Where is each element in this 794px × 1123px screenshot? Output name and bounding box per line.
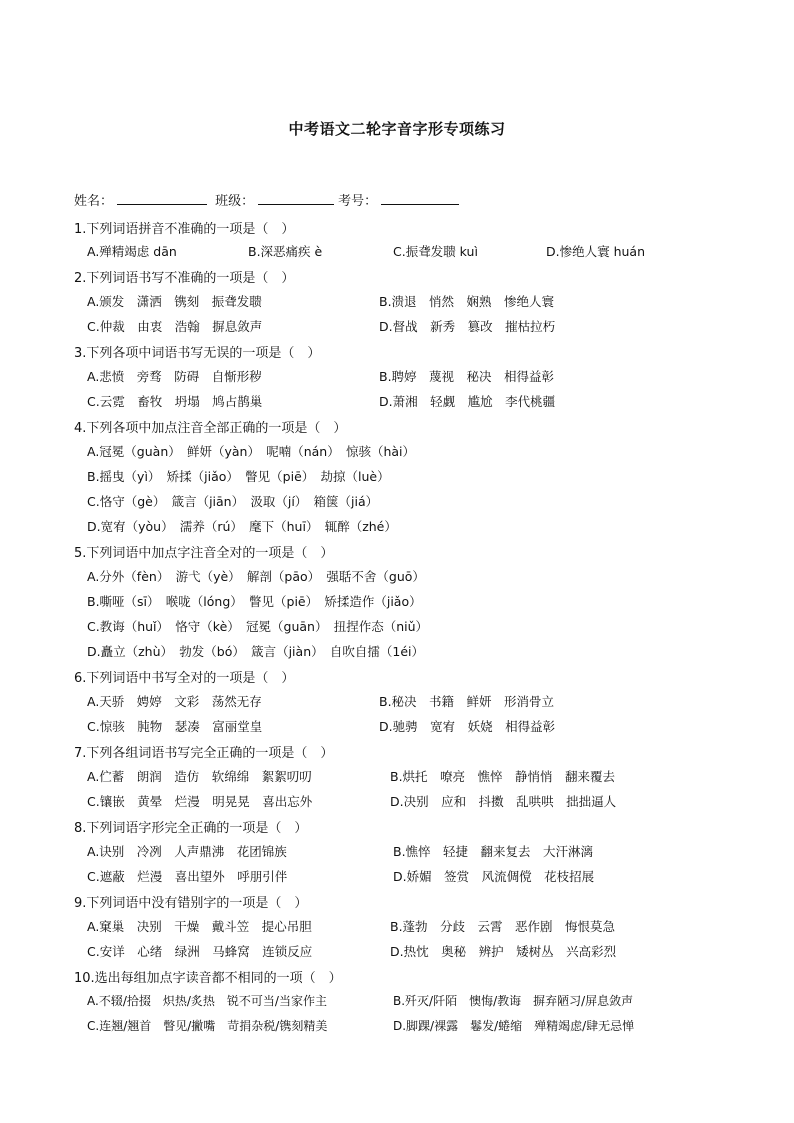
- question-1-option-b: B.深恶痛疾 è: [248, 244, 323, 259]
- question-7-option-d: D.决别 应和 抖擞 乱哄哄 拙拙逼人: [390, 794, 617, 809]
- question-6-option-b: B.秘决 书籍 鲜妍 形消骨立: [379, 694, 555, 709]
- question-9-stem: 9.下列词语中没有错别字的一项是（ ）: [74, 896, 308, 911]
- question-7-stem: 7.下列各组词语书写完全正确的一项是（ ）: [74, 746, 334, 761]
- question-6-option-c: C.惊骇 肫物 瑟凑 富丽堂皇: [87, 719, 263, 734]
- question-7-option-b: B.烘托 嘹亮 憔悴 静悄悄 翻来覆去: [390, 769, 616, 784]
- question-1-option-a: A.殚精竭虑 dān: [87, 244, 177, 259]
- name-label: 姓名：: [74, 194, 114, 209]
- question-4-option-d: D.宽宥（yòu） 濡养（rú） 麾下（huī） 辄醉（zhé）: [87, 519, 397, 534]
- question-10-option-c: C.连翘/翘首 瞥见/撇嘴 苛捐杂税/镌刻精美: [87, 1019, 328, 1033]
- question-5-option-d: D.矗立（zhù） 勃发（bó） 箴言（jiàn） 自吹自擂（1éi）: [87, 644, 424, 659]
- question-5-option-b: B.嘶哑（sī） 喉咙（lóng） 瞥见（piē） 矫揉造作（jiǎo）: [87, 594, 422, 609]
- question-6-option-d: D.驰骋 宽宥 妖娆 相得益彰: [379, 719, 556, 734]
- question-5-option-c: C.教诲（huǐ） 恪守（kè） 冠冕（guān） 扭捏作态（niǔ）: [87, 619, 429, 634]
- question-10-option-a: A.不辍/拾掇 炽热/炙热 锐不可当/当家作主: [87, 994, 327, 1008]
- question-4-option-a: A.冠冕（guàn） 鲜妍（yàn） 呢喃（nán） 惊骇（hài）: [87, 444, 416, 459]
- page-title: 中考语文二轮字音字形专项练习: [288, 120, 506, 138]
- question-2-option-a: A.颁发 潇洒 镌刻 振聋发聩: [87, 294, 262, 309]
- question-10-option-d: D.脚踝/裸露 鬈发/蜷缩 殚精竭虑/肆无忌惮: [393, 1019, 635, 1033]
- question-9-option-c: C.安详 心绪 绿洲 马蜂窝 连锁反应: [87, 944, 313, 959]
- question-9-option-a: A.窠巢 决别 干燥 戴斗笠 提心吊胆: [87, 919, 312, 934]
- question-1-option-c: C.振聋发聩 kuì: [393, 244, 478, 259]
- question-5-option-a: A.分外（fèn） 游弋（yè） 解剖（pāo） 强聒不舍（guō）: [87, 569, 425, 584]
- question-1-stem: 1.下列词语拼音不准确的一项是（ ）: [74, 222, 295, 237]
- number-label: 考号：: [338, 194, 378, 209]
- class-label: 班级：: [215, 194, 255, 209]
- question-9-option-d: D.热忱 奥秘 辨护 矮树丛 兴高彩烈: [390, 944, 617, 959]
- question-4-stem: 4.下列各项中加点注音全部正确的一项是（ ）: [74, 421, 347, 436]
- question-6-option-a: A.天骄 娉婷 文彩 荡然无存: [87, 694, 262, 709]
- question-7-option-c: C.镶嵌 黄晕 烂漫 明晃晃 喜出忘外: [87, 794, 313, 809]
- question-10-stem: 10.选出每组加点字读音都不相同的一项（ ）: [74, 971, 342, 986]
- question-8-option-a: A.诀别 冷冽 人声鼎沸 花团锦族: [87, 844, 287, 859]
- question-6-stem: 6.下列词语中书写全对的一项是（ ）: [74, 671, 295, 686]
- question-4-option-b: B.摇曳（yì） 矫揉（jiǎo） 瞥见（piē） 劫掠（luè）: [87, 469, 390, 484]
- number-blank[interactable]: [381, 192, 459, 205]
- question-3-option-a: A.悲愤 旁骛 防碍 自惭形秽: [87, 369, 262, 384]
- question-8-option-c: C.遮蔽 烂漫 喜出望外 呼朋引伴: [87, 869, 288, 884]
- question-5-stem: 5.下列词语中加点字注音全对的一项是（ ）: [74, 546, 334, 561]
- question-3-stem: 3.下列各项中词语书写无误的一项是（ ）: [74, 346, 321, 361]
- name-blank[interactable]: [117, 192, 207, 205]
- question-3-option-d: D.萧湘 轻觑 尴尬 李代桃疆: [379, 394, 556, 409]
- question-9-option-b: B.蓬勃 分歧 云霄 恶作剧 悔恨莫急: [390, 919, 616, 934]
- student-info: [74, 190, 463, 209]
- question-2-option-c: C.仲裁 由衷 浩翰 摒息敛声: [87, 319, 263, 334]
- question-10-option-b: B.歼灭/阡陌 懊悔/教诲 摒弃陋习/屏息敛声: [393, 994, 634, 1008]
- question-4-option-c: C.恪守（gè） 箴言（jiān） 汲取（jí） 箱箧（jiá）: [87, 494, 379, 509]
- question-8-option-b: B.憔悴 轻捷 翻来复去 大汗淋漓: [393, 844, 594, 859]
- question-8-stem: 8.下列词语字形完全正确的一项是（ ）: [74, 821, 308, 836]
- question-2-option-d: D.督战 新秀 篡改 摧枯拉朽: [379, 319, 556, 334]
- question-2-option-b: B.溃退 悄然 娴熟 惨绝人寰: [379, 294, 555, 309]
- question-3-option-c: C.云霓 畜牧 坍塌 鸠占鹊巢: [87, 394, 263, 409]
- question-2-stem: 2.下列词语书写不准确的一项是（ ）: [74, 271, 295, 286]
- question-1-option-d: D.惨绝人寰 huán: [546, 244, 645, 259]
- question-7-option-a: A.伫蓄 朗润 造仿 软绵绵 絮絮叨叨: [87, 769, 312, 784]
- question-3-option-b: B.聘婷 蔑视 秘决 相得益彰: [379, 369, 555, 384]
- class-blank[interactable]: [258, 192, 334, 205]
- question-8-option-d: D.娇媚 签赏 风流倜傥 花枝招展: [393, 869, 595, 884]
